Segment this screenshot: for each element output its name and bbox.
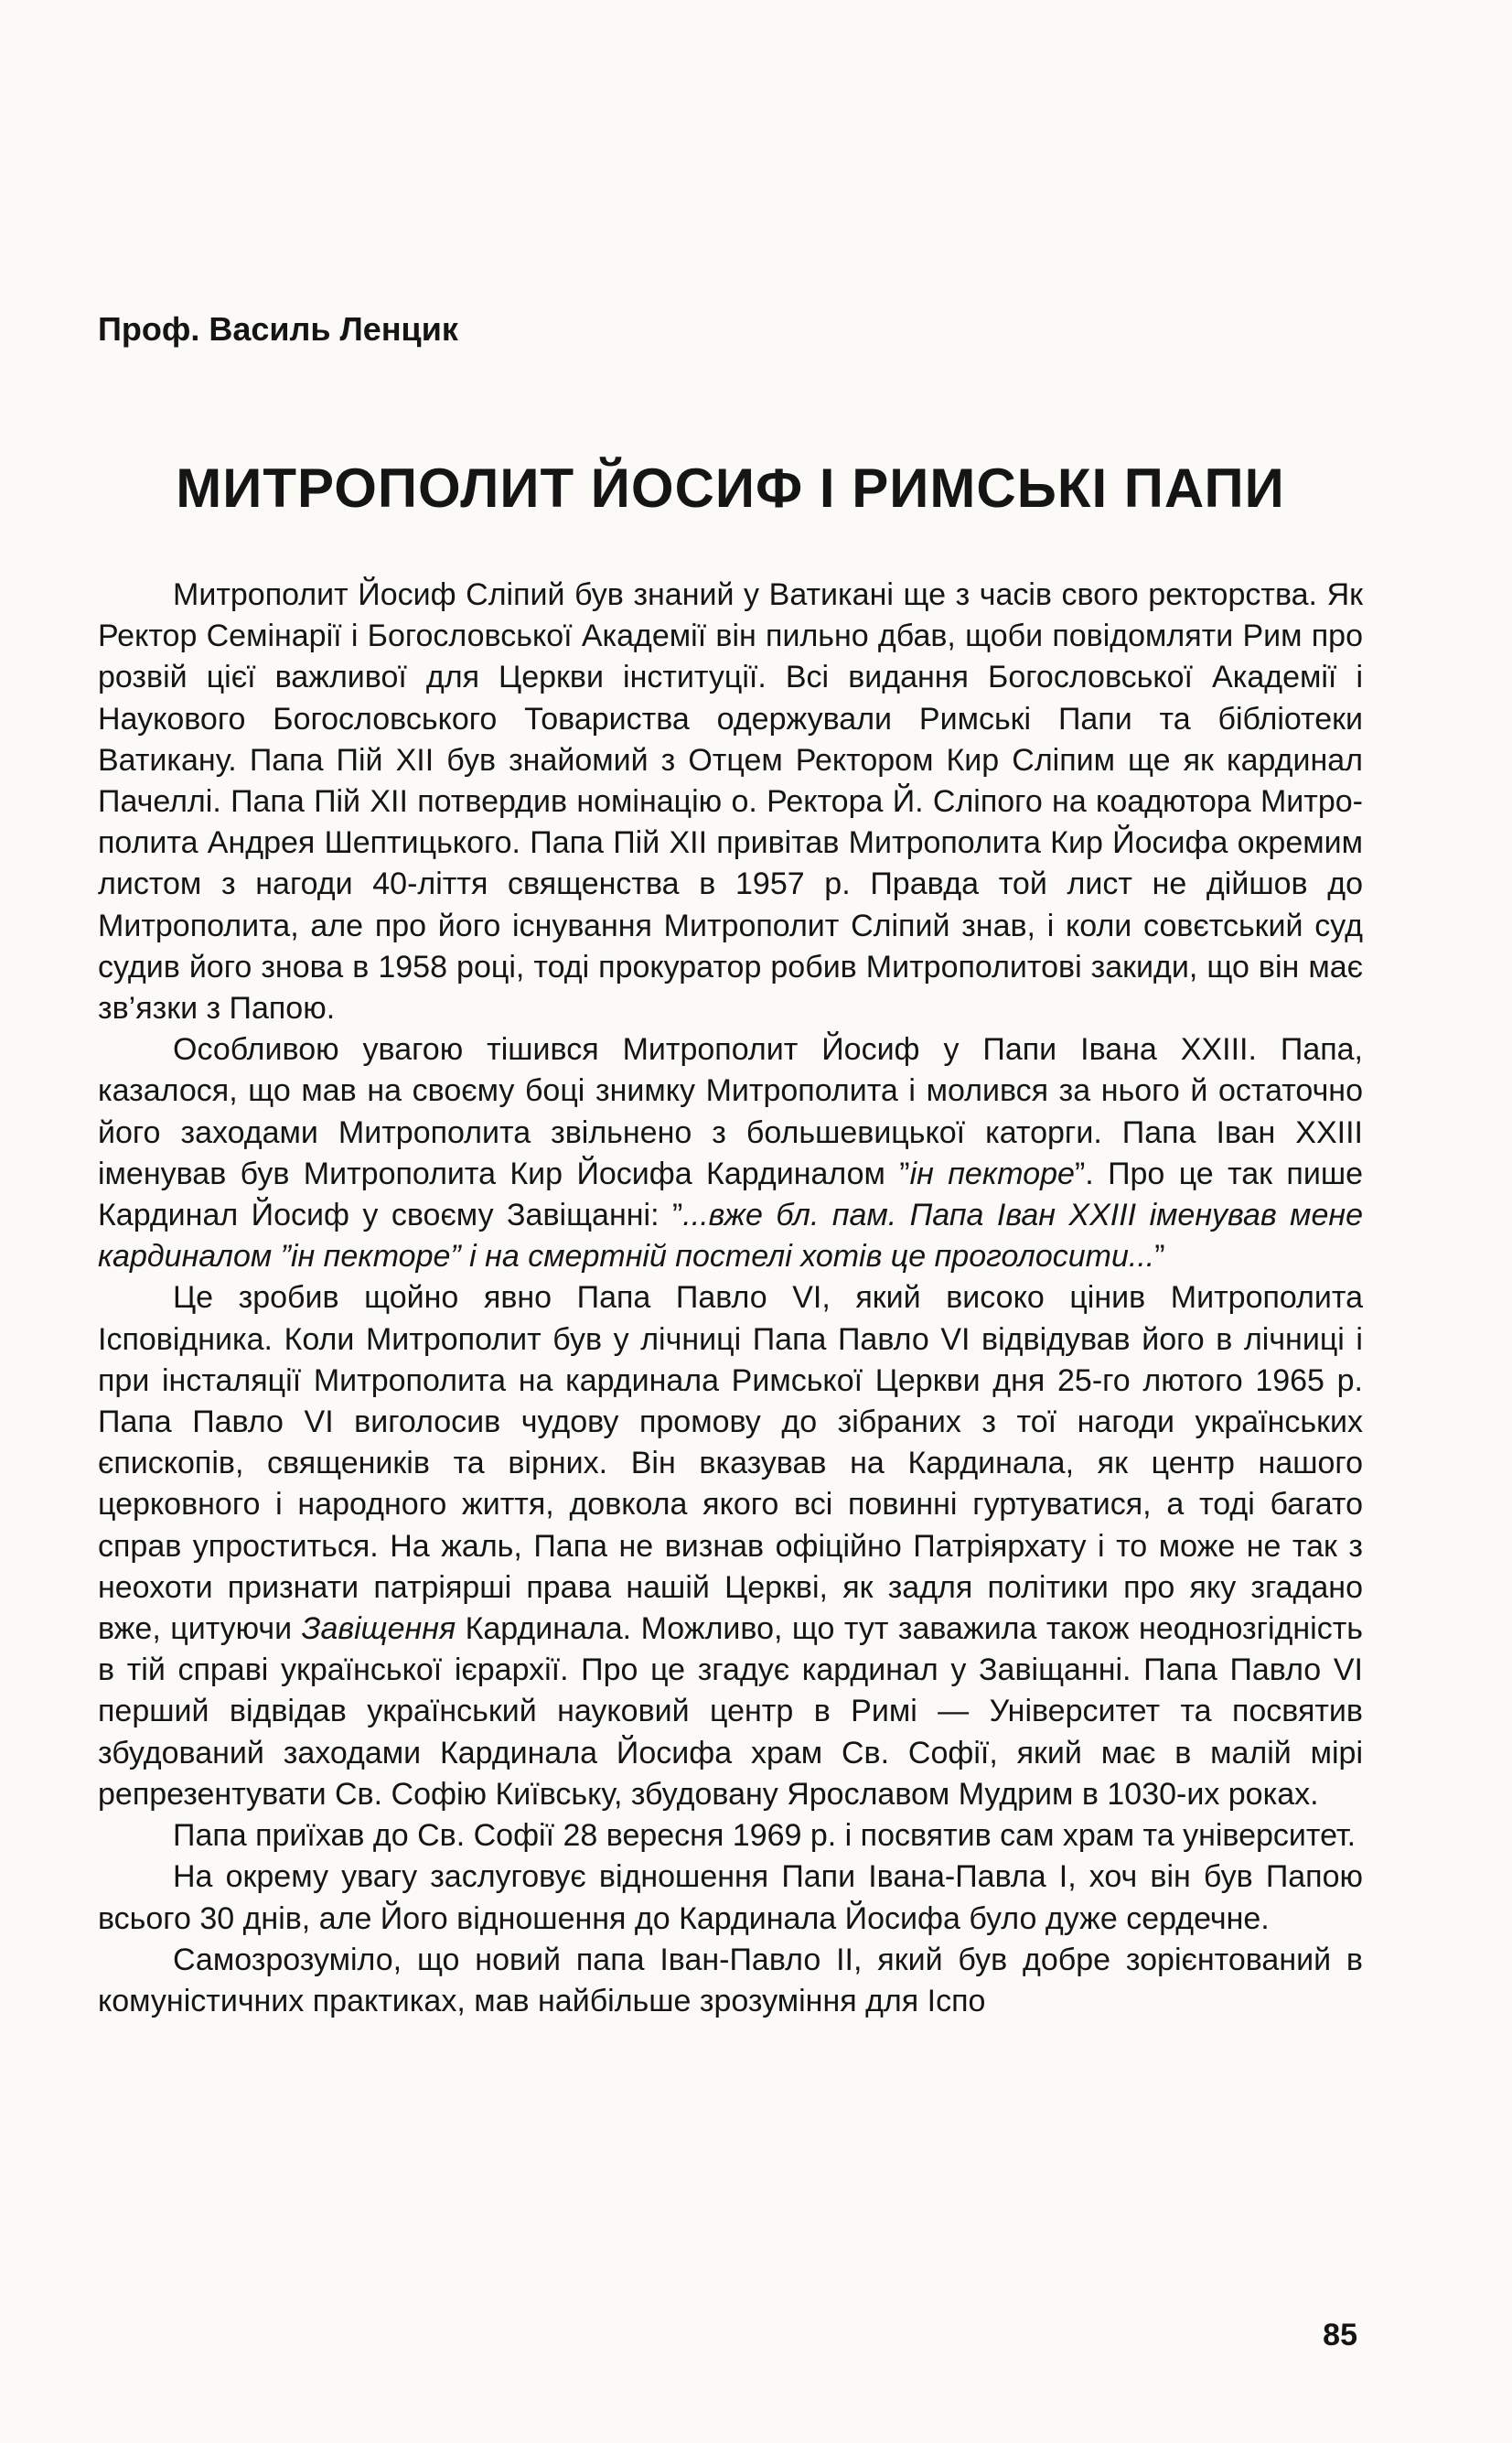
paragraph-text: Самозрозуміло, що новий папа Іван-Павло II, який був добре зорієнтований в комуністичних практиках, мав найбільше зрозуміння для Іспо	[98, 1942, 1363, 2018]
paragraph-text: Папа приїхав до Св. Софії 28 вересня 1969 р. і посвятив сам храм та університет.	[173, 1818, 1357, 1854]
body-paragraph	[98, 1277, 1363, 1815]
body-paragraph	[98, 1940, 1363, 2022]
body-paragraph	[98, 575, 1363, 1029]
paragraph-text: Митрополит Йосиф Сліпий був знаний у Ватикані ще з часів свого ректорства. Як Ректор Семінарії і Богословської Академії він пильно дбав, щоби повідомляти Рим про розвій цієї важливої для Церкви інституції. Всі видання Богословської Академії і Наукового Богословського Товариства одержували Римські Папи та бібліотеки Ватикану. Папа Пій XII був знайомий з Отцем Ректором Кир Сліпим ще як кардинал Пачеллі. Папа Пій XII потвердив номінацію о. Ректора Й. Сліпого на коадютора Митрополита Андрея Шептицького. Папа Пій XII привітав Митрополита Кир Йосифа окремим листом з нагоди 40-ліття священства в 1957 р. Правда той лист не дійшов до Митрополита, але про його існування Митрополит Сліпий знав, і коли совєтський суд судив його знова в 1958 році, тоді прокуратор робив Митрополитові закиди, що він має зв’язки з Папою.	[98, 577, 1363, 1027]
paragraph-text: ”	[1154, 1239, 1165, 1275]
paragraph-text: На окрему увагу заслуговує відношення Папи Івана-Павла І, хоч він був Папою всього 30 днів, але Його відношення до Кардинала Йосифа було дуже сердечне.	[98, 1859, 1363, 1936]
body-paragraph	[98, 1029, 1363, 1277]
body-paragraph	[98, 1856, 1363, 1939]
author-name: Проф. Василь Ленцик	[98, 310, 458, 348]
italic-text: Завіщення	[301, 1611, 456, 1647]
italic-text: ін пекторе	[909, 1156, 1075, 1191]
paragraph-text: Особливою увагою тішився Митрополит Йосиф у Папи Івана XXIII. Папа, казалося, що мав на своєму боці знимку Митрополита і молився за нього й остаточно його заходами Митрополита звільнено з большевицької каторги. Папа Іван XXIII іменував був Митрополита Кир Йосифа Кардиналом ”	[98, 1032, 1363, 1191]
paragraph-text: ”. Про це так пише Кардинал Йосиф у своєму Завіщанні: ”	[98, 1156, 1364, 1233]
body-paragraph	[98, 1815, 1363, 1856]
italic-text: ...вже бл. пам. Папа Іван XXIII іменував мене кардиналом ”ін пекторе” і на смертній постелі хотів це проголосити...	[98, 1198, 1363, 1275]
page-number: 85	[1323, 2318, 1357, 2352]
article-title: МИТРОПОЛИТ ЙОСИФ І РИМСЬКІ ПАПИ	[176, 457, 1285, 519]
paragraph-text: Кардинала. Можливо, що тут заважила також неоднозгідність в тій справі української ієрархії. Про це згадує кардинал у Завіщанні. Папа Павло VI перший відвідав український науковий центр в Римі — Університет та посвятив збудований заходами Кардинала Йосифа храм Св. Софії, який має в малій мірі репрезентувати Св. Софію Київську, збудовану Ярославом Мудрим в 1030-их роках.	[98, 1611, 1363, 1812]
article-body	[98, 575, 1363, 2022]
paragraph-text: Це зробив щойно явно Папа Павло VI, який високо цінив Митрополита Ісповідника. Коли Митрополит був у лічниці Папа Павло VI відвідував його в лічниці і при інсталяції Митрополита на кардинала Римської Церкви дня 25-го лютого 1965 р. Папа Павло VI виголосив чудову промову до зібраних з тої нагоди українських єпископів, священиків та вірних. Він вказував на Кардинала, як центр нашого церковного і народного життя, довкола якого всі повинні гуртуватися, а тоді багато справ упроститься. На жаль, Папа не визнав офіційно Патріярхату і то може не так з неохоти признати патріярші права нашій Церкві, як задля політики про яку згадано вже, цитуючи	[98, 1280, 1363, 1647]
